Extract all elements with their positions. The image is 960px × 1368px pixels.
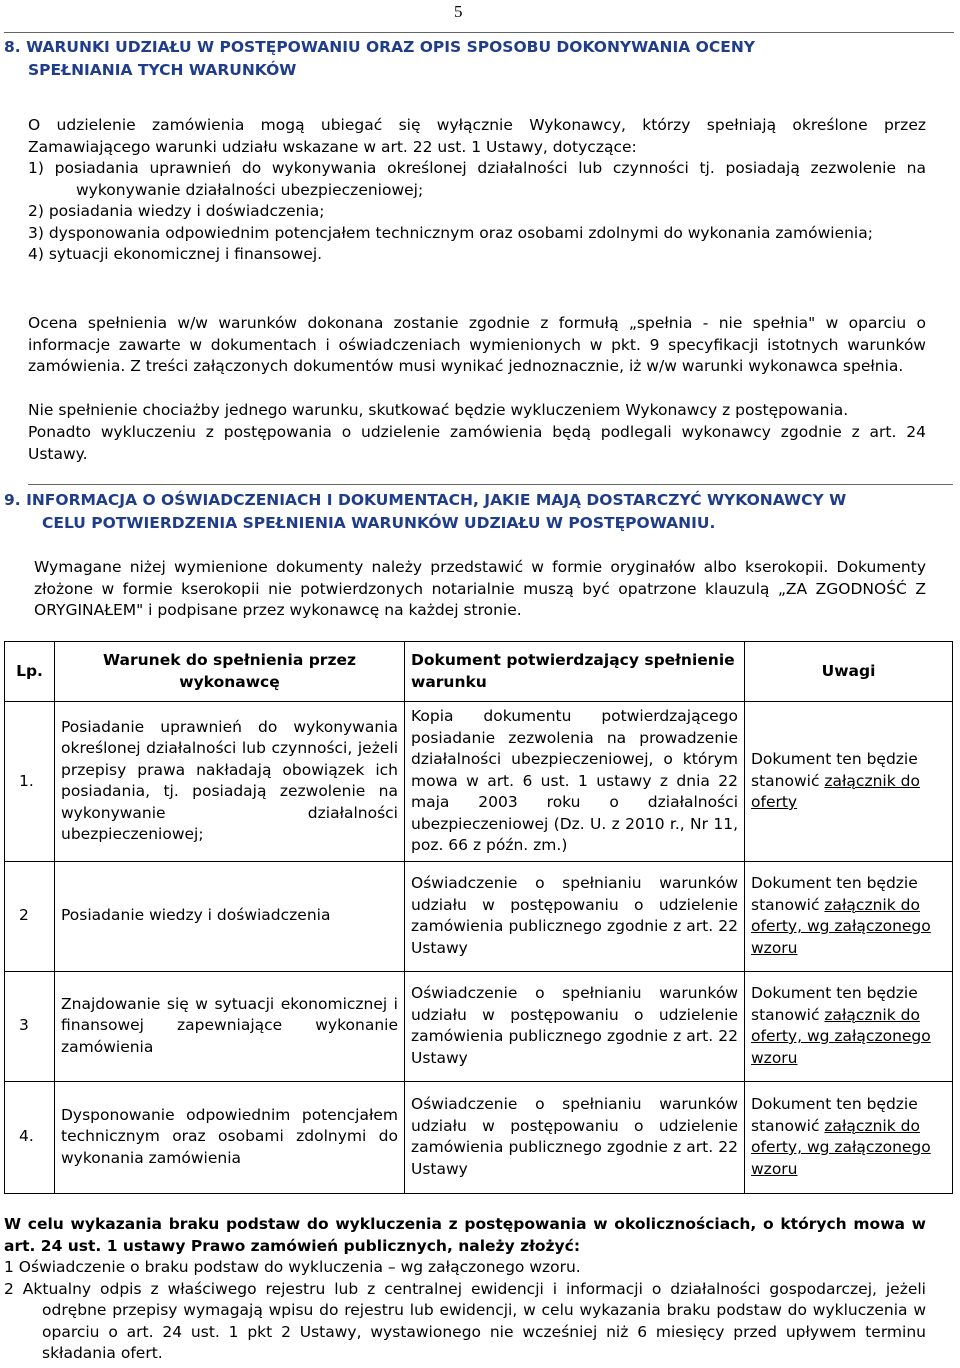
section-9-heading-line1: 9. INFORMACJA O OŚWIADCZENIACH I DOKUMENTACH, JAKIE MAJĄ DOSTARCZYĆ WYKONAWCY W <box>4 491 847 509</box>
page-number: 5 <box>454 2 463 21</box>
exclusion-heading: W celu wykazania braku podstaw do wykluczenia z postępowania w okolicznościach, o których mowa w art. 24 ust. 1 ustawy Prawo zamówień publicznych, należy złożyć: <box>4 1215 926 1255</box>
list-item: 1 Oświadczenie o braku podstaw do wykluczenia – wg załączonego wzoru. <box>4 1258 581 1276</box>
section-9-rule <box>28 484 953 485</box>
table-row <box>5 861 953 971</box>
section-9-intro: Wymagane niżej wymienione dokumenty należy przedstawić w formie oryginałów albo kserokopii. Dokumenty złożone w formie kserokopii nie potwierdzonych notarialnie muszą być opatrzone klauzulą „ZA ZGODNOŚĆ Z ORYGINAŁEM" i podpisane przez wykonawcę na każdej stronie. <box>34 558 926 619</box>
row-notes <box>745 861 953 971</box>
notes-text: Dokument ten będzie stanowić <box>751 984 918 1024</box>
exclusion-paragraph: Ponadto wykluczeniu z postępowania o udzielenie zamówienia będą podlegali wykonawcy zgodnie z art. 24 Ustawy. <box>28 423 926 463</box>
header-document: Dokument potwierdzający spełnienie warunku <box>405 642 745 702</box>
section-8-heading-line1: 8. WARUNKI UDZIAŁU W POSTĘPOWANIU ORAZ OPIS SPOSOBU DOKONYWANIA OCENY <box>4 38 756 56</box>
header-condition: Warunek do spełnienia przez wykonawcę <box>55 642 405 702</box>
row-condition: Posiadanie uprawnień do wykonywania określonej działalności lub czynności, jeżeli przepisy prawa nakładają obowiązek ich posiadania, tj. posiadają zezwolenie na wykonywanie działalności ubezpieczeniowej; <box>55 702 405 862</box>
row-condition: Dysponowanie odpowiednim potencjałem technicznym oraz osobami zdolnymi do wykonania zamówienia <box>55 1081 405 1193</box>
list-item: 4) sytuacji ekonomicznej i finansowej. <box>28 245 323 263</box>
assessment-paragraph: Ocena spełnienia w/w warunków dokonana zostanie zgodnie z formułą „spełnia - nie spełnia" w oparciu o informacje zawarte w dokumentach i oświadczeniach wymienionych w pkt. 9 specyfikacji istotnych warunków zamówienia. Z treści załączonych dokumentów musi wynikać jednoznacznie, iż w/w warunki wykonawca spełnia. <box>28 314 926 375</box>
non-compliance-paragraph: Nie spełnienie chociażby jednego warunku, skutkować będzie wykluczeniem Wykonawcy z postępowania. <box>28 401 849 419</box>
list-item: 2) posiadania wiedzy i doświadczenia; <box>28 202 325 220</box>
attachment-link[interactable]: załącznik do oferty <box>751 771 920 811</box>
header-notes: Uwagi <box>745 642 953 702</box>
row-condition: Posiadanie wiedzy i doświadczenia <box>55 861 405 971</box>
attachment-link[interactable]: załącznik do oferty, wg załączonego wzoru <box>751 895 931 957</box>
table-row <box>5 971 953 1081</box>
row-document: Kopia dokumentu potwierdzającego posiadanie zezwolenia na prowadzenie działalności ubezpieczeniowej, o którym mowa w art. 6 ust. 1 ustawy z dnia 22 maja 2003 roku o działalności ubezpieczeniowej (Dz. U. z 2010 r., Nr 11, poz. 66 z późn. zm.) <box>405 702 745 862</box>
header-rule <box>4 32 954 33</box>
list-item: 3) dysponowania odpowiednim potencjałem technicznym oraz osobami zdolnymi do wykonania zamówienia; <box>28 223 873 242</box>
exclusion-list <box>4 1257 926 1365</box>
row-condition: Znajdowanie się w sytuacji ekonomicznej i finansowej zapewniające wykonanie zamówienia <box>55 971 405 1081</box>
table-header-row <box>5 642 953 702</box>
section-9-heading-line2: CELU POTWIERDZENIA SPEŁNIENIA WARUNKÓW UDZIAŁU W POSTĘPOWANIU. <box>42 514 716 532</box>
row-notes <box>745 1081 953 1193</box>
notes-text: Dokument ten będzie stanowić <box>751 750 918 790</box>
notes-text: Dokument ten będzie stanowić <box>751 1095 918 1135</box>
section-8-conditions-list <box>0 158 926 266</box>
row-lp: 3 <box>5 971 55 1081</box>
section-8-heading <box>4 36 954 82</box>
row-document: Oświadczenie o spełnianiu warunków udziału w postępowaniu o udzielenie zamówienia publicznego zgodnie z art. 22 Ustawy <box>405 971 745 1081</box>
attachment-link[interactable]: załącznik do oferty, wg załączonego wzoru <box>751 1116 931 1178</box>
row-notes <box>745 971 953 1081</box>
table-row <box>5 702 953 862</box>
requirements-table <box>4 641 953 1194</box>
row-document: Oświadczenie o spełnianiu warunków udziału w postępowaniu o udzielenie zamówienia publicznego zgodnie z art. 22 Ustawy <box>405 1081 745 1193</box>
list-item: 1) posiadania uprawnień do wykonywania określonej działalności lub czynności tj. posiadają zezwolenie na wykonywanie działalności ubezpieczeniowej; <box>28 159 926 199</box>
row-lp: 4. <box>5 1081 55 1193</box>
attachment-link[interactable]: załącznik do oferty, wg załączonego wzoru <box>751 1005 931 1067</box>
row-lp: 1. <box>5 702 55 862</box>
table-row <box>5 1081 953 1193</box>
section-9-heading <box>4 489 954 535</box>
list-item: 2 Aktualny odpis z właściwego rejestru lub z centralnej ewidencji i informacji o działalności gospodarczej, jeżeli odrębne przepisy wymagają wpisu do rejestru lub ewidencji, w celu wykazania braku podstaw do wykluczenia w oparciu o art. 24 ust. 1 pkt 2 Ustawy, wystawionego nie wcześniej niż 6 miesięcy przed upływem terminu składania ofert. <box>4 1279 926 1362</box>
notes-text: Dokument ten będzie stanowić <box>751 874 918 914</box>
row-document: Oświadczenie o spełnianiu warunków udziału w postępowaniu o udzielenie zamówienia publicznego zgodnie z art. 22 Ustawy <box>405 861 745 971</box>
header-lp: Lp. <box>5 642 55 702</box>
section-8-intro: O udzielenie zamówienia mogą ubiegać się wyłącznie Wykonawcy, którzy spełniają określone przez Zamawiającego warunki udziału wskazane w art. 22 ust. 1 Ustawy, dotyczące: <box>28 116 926 156</box>
row-notes <box>745 702 953 862</box>
section-8-heading-line2: SPEŁNIANIA TYCH WARUNKÓW <box>28 61 297 79</box>
row-lp: 2 <box>5 861 55 971</box>
